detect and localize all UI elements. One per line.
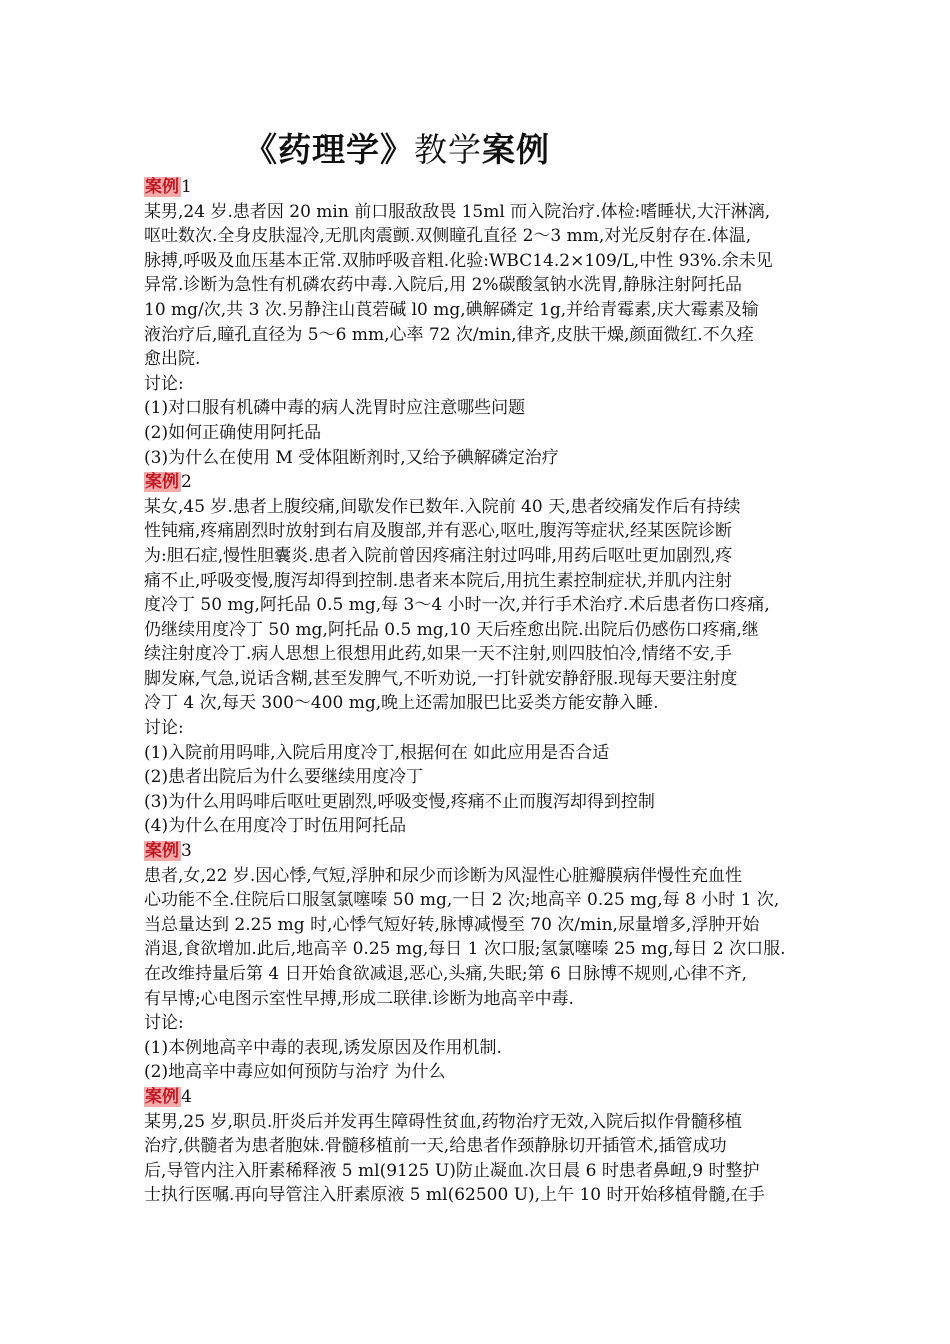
case-paragraph (144, 864, 824, 1012)
paragraph-line: 为:胆石症,慢性胆囊炎.患者入院前曾因疼痛注射过吗啡,用药后呕吐更加剧烈,疼 (144, 545, 733, 566)
paragraph-line: 有早博;心电图示室性早搏,形成二联律.诊断为地高辛中毒. (144, 988, 574, 1009)
case-number: 3 (181, 841, 192, 862)
discussion-question: (2)地高辛中毒应如何预防与治疗 为什么 (144, 1062, 446, 1083)
paragraph-line: 某男,24 岁.患者因 20 min 前口服敌敌畏 15ml 而入院治疗.体检:嗜睡状,大汗淋漓, (144, 201, 771, 222)
paragraph-line: 10 mg/次,共 3 次.另静注山莨菪碱 l0 mg,碘解磷定 1g,并给青霉素,庆大霉素及输 (144, 299, 759, 320)
paragraph-line: 痛不止,呼吸变慢,腹泻却得到控制.患者来本院后,用抗生素控制症状,并肌内注射 (144, 570, 733, 591)
discussion-question: (1)入院前用吗啡,入院后用度冷丁,根据何在 如此应用是否合适 (144, 742, 610, 763)
case-tag-highlight: 案例 (145, 472, 179, 493)
discussion-question: (4)为什么在用度冷丁时伍用阿托品 (144, 816, 407, 837)
case-number: 4 (181, 1086, 192, 1107)
paragraph-line: 某男,25 岁,职员.肝炎后并发再生障碍性贫血,药物治疗无效,入院后拟作骨髓移植 (144, 1111, 743, 1132)
discussion-question: (2)患者出院后为什么要继续用度冷丁 (144, 767, 424, 788)
document-body (144, 175, 824, 1208)
discussion-label: 讨论: (144, 1013, 184, 1034)
case-heading (144, 175, 824, 200)
paragraph-line: 冷丁 4 次,每天 300～400 mg,晚上还需加服巴比妥类方能安静入睡. (144, 693, 659, 714)
discussion-question: (2)如何正确使用阿托品 (144, 422, 322, 443)
paragraph-line: 患者,女,22 岁.因心悸,气短,浮肿和尿少而诊断为风湿性心脏瓣膜病伴慢性充血性 (144, 865, 743, 886)
paragraph-line: 度冷丁 50 mg,阿托品 0.5 mg,每 3～4 小时一次,并行手术治疗.术后患者伤口疼痛, (144, 595, 770, 616)
case-section (144, 470, 824, 839)
paragraph-line: 心功能不全.住院后口服氢氯噻嗪 50 mg,一日 2 次;地高辛 0.25 mg,每 8 小时 1 次, (144, 890, 780, 911)
paragraph-line: 在改维持量后第 4 日开始食欲减退,恶心,头痛,失眠;第 6 日脉博不规则,心律不齐, (144, 964, 747, 984)
title-mid: 教学 (414, 130, 482, 169)
paragraph-line: 消退,食欲增加.此后,地高辛 0.25 mg,每日 1 次口服;氢氯噻嗪 25 mg,每日 2 次口服. (144, 939, 786, 960)
case-tag-highlight: 案例 (145, 1086, 179, 1107)
paragraph-line: 仍继续用度冷丁 50 mg,阿托品 0.5 mg,10 天后痊愈出院.出院后仍感伤口疼痛,继 (144, 619, 759, 640)
paragraph-line: 异常.诊断为急性有机磷农药中毒.入院后,用 2%碳酸氢钠水洗胃,静脉注射阿托品 (144, 275, 742, 296)
paragraph-line: 续注射度冷丁.病人思想上很想用此药,如果一天不注射,则四肢怕冷,情绪不安,手 (144, 644, 733, 665)
discussion-question: (3)为什么在使用 M 受体阻断剂时,又给予碘解磷定治疗 (144, 447, 559, 468)
discussion-label: 讨论: (144, 373, 184, 394)
case-heading (144, 470, 824, 495)
title-suffix: 案例 (482, 130, 550, 169)
paragraph-line: 液治疗后,瞳孔直径为 5～6 mm,心率 72 次/min,律齐,皮肤干燥,颜面微红.不久痊 (144, 324, 754, 345)
case-number: 1 (181, 177, 192, 197)
case-heading (144, 1085, 824, 1110)
discussion-question: (3)为什么用吗啡后呕吐更剧烈,呼吸变慢,疼痛不止而腹泻却得到控制 (144, 791, 655, 812)
paragraph-line: 治疗,供髓者为患者胞妹.骨髓移植前一天,给患者作颈静脉切开插管术,插管成功 (144, 1136, 727, 1157)
paragraph-line: 性钝痛,疼痛剧烈时放射到右肩及腹部,并有恶心,呕吐,腹泻等症状,经某医院诊断 (144, 521, 733, 542)
paragraph-line: 愈出院. (144, 349, 201, 370)
case-section (144, 839, 824, 1085)
case-paragraph (144, 200, 824, 372)
paragraph-line: 士执行医嘱.再向导管注入肝素原液 5 ml(62500 U),上午 10 时开始移植骨髓,在手 (144, 1185, 765, 1206)
case-paragraph (144, 1110, 824, 1208)
discussion-question: (1)本例地高辛中毒的表现,诱发原因及作用机制. (144, 1037, 502, 1058)
case-section (144, 1085, 824, 1208)
paragraph-line: 某女,45 岁.患者上腹绞痛,间歇发作已数年.入院前 40 天,患者绞痛发作后有持续 (144, 496, 741, 517)
paragraph-line: 当总量达到 2.25 mg 时,心悸气短好转,脉博减慢至 70 次/min,尿量增多,浮肿开始 (144, 914, 760, 935)
case-tag-highlight: 案例 (145, 177, 179, 197)
case-section (144, 175, 824, 470)
case-paragraph (144, 495, 824, 716)
paragraph-line: 呕吐数次.全身皮肤湿冷,无肌肉震颤.双侧瞳孔直径 2～3 mm,对光反射存在.体温, (144, 226, 752, 247)
case-heading (144, 839, 824, 864)
case-tag-highlight: 案例 (145, 841, 179, 862)
paragraph-line: 脉搏,呼吸及血压基本正常.双肺呼吸音粗.化验:WBC14.2×109/L,中性 93%.余未见 (144, 250, 773, 271)
discussion-label: 讨论: (144, 718, 184, 739)
discussion-question: (1)对口服有机磷中毒的病人洗胃时应注意哪些问题 (144, 398, 526, 419)
document-title (244, 128, 550, 172)
case-number: 2 (181, 472, 192, 493)
paragraph-line: 脚发麻,气急,说话含糊,甚至发脾气,不听劝说,一打针就安静舒服.现每天要注射度 (144, 668, 738, 689)
title-prefix: 《药理学》 (244, 130, 414, 169)
paragraph-line: 后,导管内注入肝素稀释液 5 ml(9125 U)防止凝血.次日晨 6 时患者鼻衄,9 时整护 (144, 1160, 760, 1181)
